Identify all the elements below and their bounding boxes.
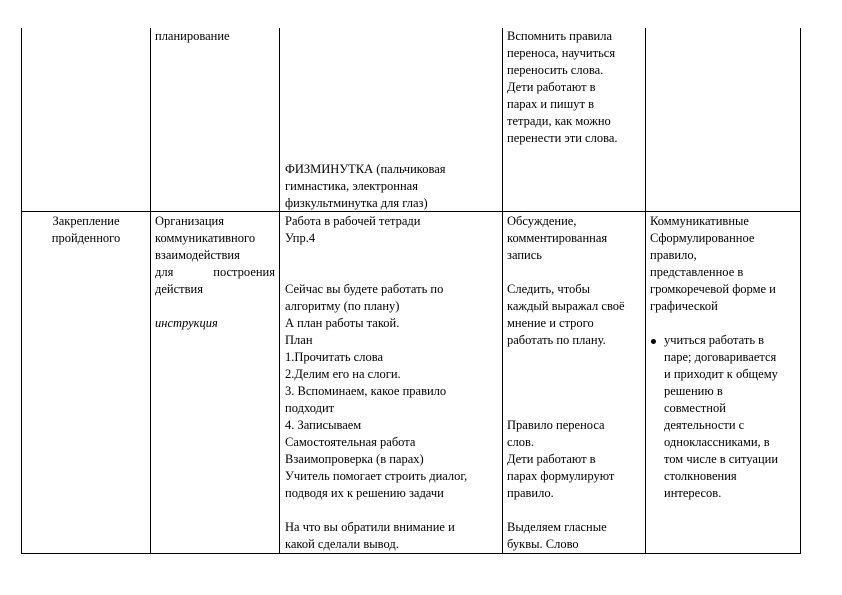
- row2-col2-line: действия: [155, 282, 203, 296]
- row2-col5-bullet-line: паре; договаривается: [664, 350, 777, 364]
- row2-col3-line: Сейчас вы будете работать по: [285, 282, 444, 296]
- row2-col3-line: какой сделали вывод.: [285, 537, 399, 551]
- row2-col5-bullet-line: учиться работать в: [664, 333, 765, 347]
- row1-col4-line: тетради, как можно: [507, 114, 611, 128]
- row1-col4-line: парах и пишут в: [507, 97, 594, 111]
- row2-col3-line: Учитель помогает строить диалог,: [285, 469, 468, 483]
- row2-col2-line: Организация: [155, 214, 224, 228]
- row2-col5-bullet-line: одноклассниками, в: [664, 435, 770, 449]
- row2-col4-line: Следить, чтобы: [507, 282, 591, 296]
- row2-col4-line: Дети работают в: [507, 452, 596, 466]
- row2-col3-line: Работа в рабочей тетради: [285, 214, 421, 228]
- row2-col5-bullet-line: том числе в ситуации: [664, 452, 779, 466]
- row2-col3-line: подводя их к решению задачи: [285, 486, 444, 500]
- row2-col5-line: представленное в: [650, 265, 744, 279]
- column-divider-2: [279, 28, 280, 554]
- row1-col4-line: переноса, научиться: [507, 46, 616, 60]
- row2-col3-line: А план работы такой.: [285, 316, 400, 330]
- row2-col5-bullet-line: и приходит к общему: [664, 367, 778, 381]
- row2-col2-line: коммуникативного: [155, 231, 256, 245]
- row2-col5-line: Коммуникативные: [650, 214, 749, 228]
- row2-col4-line: комментированная: [507, 231, 608, 245]
- row2-col3-line: подходит: [285, 401, 335, 415]
- row2-col3-line: На что вы обратили внимание и: [285, 520, 455, 534]
- row2-col5-line: Сформулированное: [650, 231, 755, 245]
- row2-col4-line: запись: [507, 248, 542, 262]
- column-divider-3: [502, 28, 503, 554]
- row2-col2-justified-line: [155, 264, 275, 281]
- row2-col3-line: Упр.4: [285, 231, 316, 245]
- row2-col4-line: слов.: [507, 435, 535, 449]
- column-divider-1: [150, 28, 151, 554]
- row2-col2-word: построения: [213, 265, 275, 279]
- table-bottom-border: [21, 553, 801, 554]
- row1-col4-line: Вспомнить правила: [507, 29, 613, 43]
- row2-col1-line: Закрепление: [52, 214, 120, 228]
- row2-col2-italic-note: инструкция: [155, 316, 218, 330]
- row1-col4-line: Дети работают в: [507, 80, 596, 94]
- row2-col2-line: взаимодействия: [155, 248, 240, 262]
- row2-col5-bullet-line: столкновения: [664, 469, 737, 483]
- row1-col3-line: ФИЗМИНУТКА (пальчиковая: [285, 162, 446, 176]
- row2-col5-line: громкоречевой форме и: [650, 282, 776, 296]
- row1-col4-line: перенести эти слова.: [507, 131, 618, 145]
- row2-col4-line: парах формулируют: [507, 469, 615, 483]
- row2-col5-line: правило,: [650, 248, 697, 262]
- row2-col3-line: 3. Вспоминаем, какое правило: [285, 384, 447, 398]
- row1-col3-line: физкультминутка для глаз): [285, 196, 428, 210]
- row1-col2-text: планирование: [155, 29, 230, 43]
- row1-col3-line: гимнастика, электронная: [285, 179, 418, 193]
- row2-col4-line: Выделяем гласные: [507, 520, 607, 534]
- bullet-point-icon: [651, 339, 656, 344]
- row2-col3-line: алгоритму (по плану): [285, 299, 400, 313]
- row2-col4-line: Обсуждение,: [507, 214, 577, 228]
- row2-col4-line: каждый выражал своё: [507, 299, 625, 313]
- row2-col3-line: 2.Делим его на слоги.: [285, 367, 401, 381]
- row2-col3-line: Самостоятельная работа: [285, 435, 416, 449]
- row1-col4-line: переносить слова.: [507, 63, 604, 77]
- row2-col3-line: 4. Записываем: [285, 418, 362, 432]
- row2-col4-line: правило.: [507, 486, 554, 500]
- row2-col4-line: работать по плану.: [507, 333, 606, 347]
- table-left-border: [21, 28, 22, 554]
- row2-col5-bullet-line: решению в: [664, 384, 723, 398]
- row2-col4-line: буквы. Слово: [507, 537, 579, 551]
- row2-col5-bullet-line: интересов.: [664, 486, 722, 500]
- row2-col3-line: 1.Прочитать слова: [285, 350, 384, 364]
- row2-col4-line: Правило переноса: [507, 418, 605, 432]
- row2-col5-bullet-line: деятельности с: [664, 418, 745, 432]
- row2-col4-line: мнение и строго: [507, 316, 594, 330]
- row2-col3-line: План: [285, 333, 313, 347]
- row2-col1-line: пройденного: [51, 231, 121, 245]
- row2-col3-line: Взаимопроверка (в парах): [285, 452, 424, 466]
- table-right-border: [800, 28, 801, 554]
- column-divider-4: [645, 28, 646, 554]
- row2-col5-line: графической: [650, 299, 718, 313]
- row2-col2-word: для: [155, 265, 174, 279]
- row2-col5-bullet-line: совместной: [664, 401, 726, 415]
